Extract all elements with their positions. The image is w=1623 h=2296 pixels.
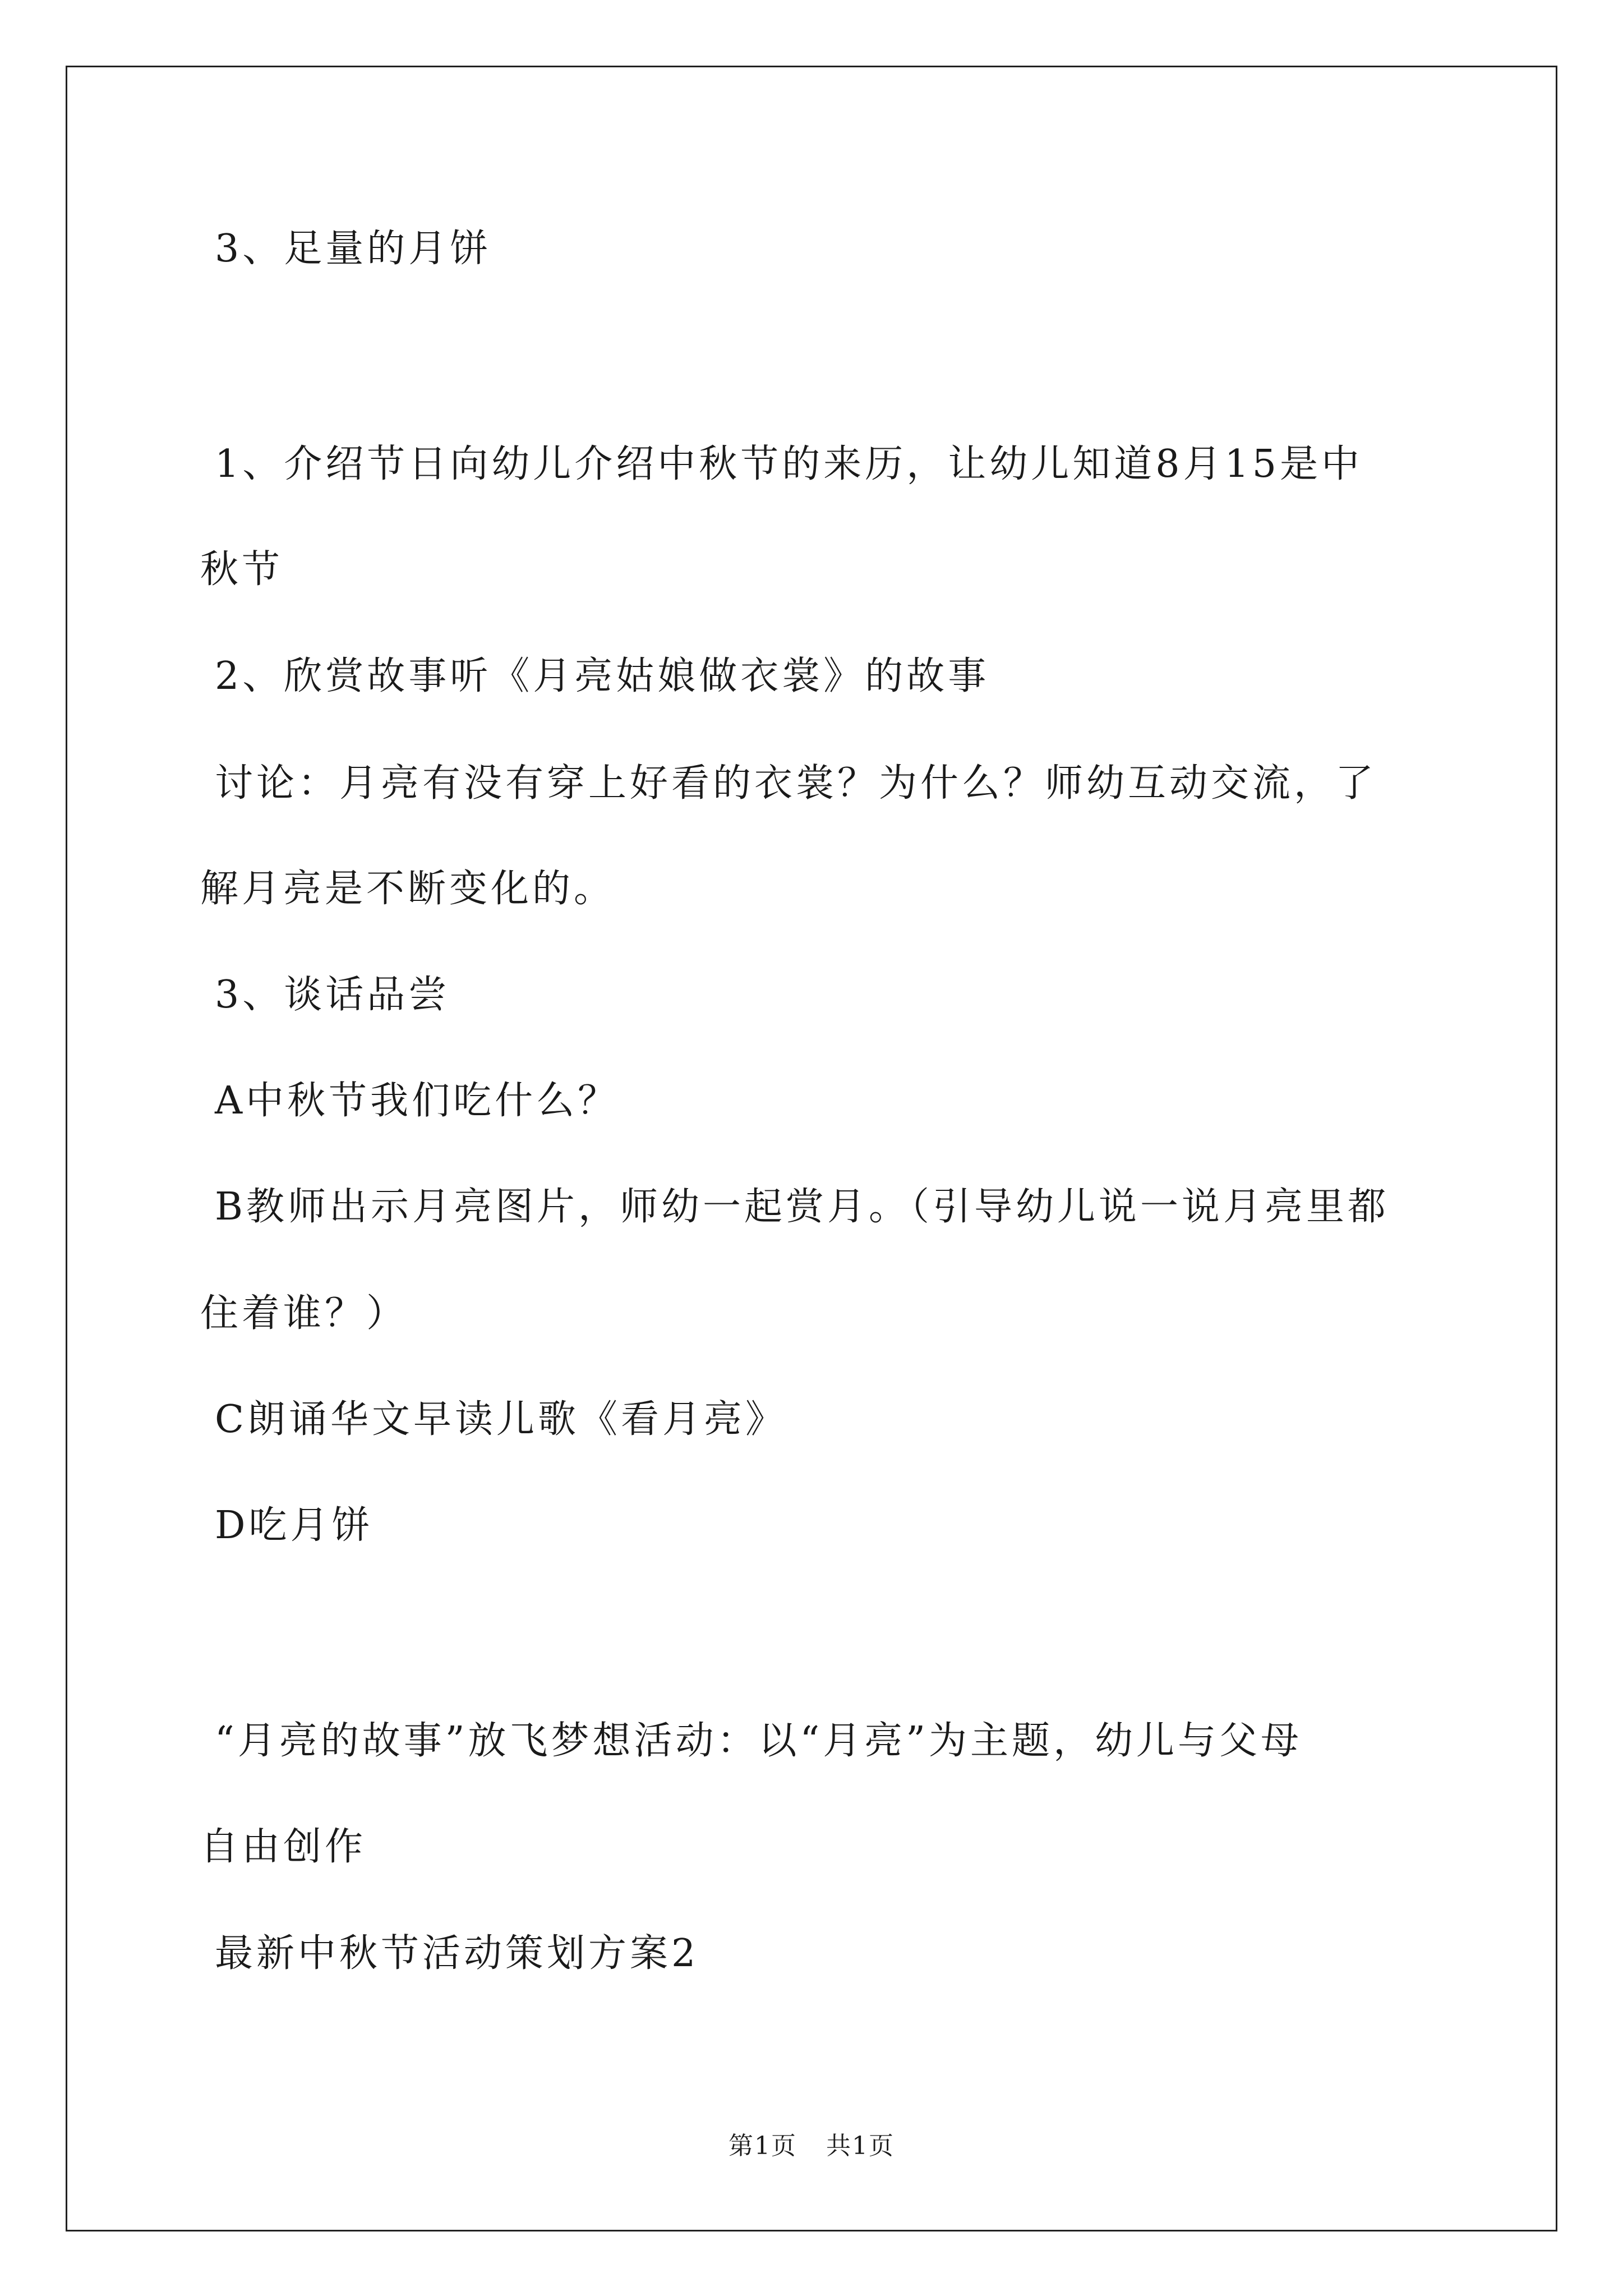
section-heading: 最新中秋节活动策划方案2 bbox=[215, 1931, 699, 1976]
paragraph: C朗诵华文早读儿歌《看月亮》 bbox=[215, 1397, 787, 1442]
paragraph: 3、足量的月饼 bbox=[215, 227, 492, 271]
paragraph: A中秋节我们吃什么？ bbox=[215, 1079, 620, 1123]
page-number: 第1页 bbox=[728, 2132, 797, 2160]
paragraph: B教师出示月亮图片，师幼一起赏月。（引导幼儿说一说月亮里都 bbox=[215, 1185, 1389, 1229]
paragraph: “月亮的故事”放飞梦想活动：以“月亮”为主题，幼儿与父母 bbox=[215, 1719, 1303, 1763]
page-frame bbox=[66, 66, 1557, 2231]
paragraph: 3、谈话品尝 bbox=[215, 973, 450, 1017]
page-total: 共1页 bbox=[826, 2132, 895, 2160]
paragraph-continuation: 自由创作 bbox=[200, 1825, 367, 1869]
paragraph-continuation: 解月亮是不断变化的。 bbox=[200, 867, 616, 911]
paragraph-continuation: 住着谁？） bbox=[200, 1291, 408, 1336]
paragraph-continuation: 秋节 bbox=[200, 547, 284, 592]
paragraph: D吃月饼 bbox=[215, 1503, 374, 1548]
paragraph: 1、介绍节日向幼儿介绍中秋节的来历，让幼儿知道8月15是中 bbox=[215, 442, 1363, 486]
paragraph: 讨论：月亮有没有穿上好看的衣裳？为什么？师幼互动交流，了 bbox=[215, 761, 1377, 806]
page-footer bbox=[0, 2132, 1623, 2161]
paragraph: 2、欣赏故事听《月亮姑娘做衣裳》的故事 bbox=[215, 654, 990, 698]
